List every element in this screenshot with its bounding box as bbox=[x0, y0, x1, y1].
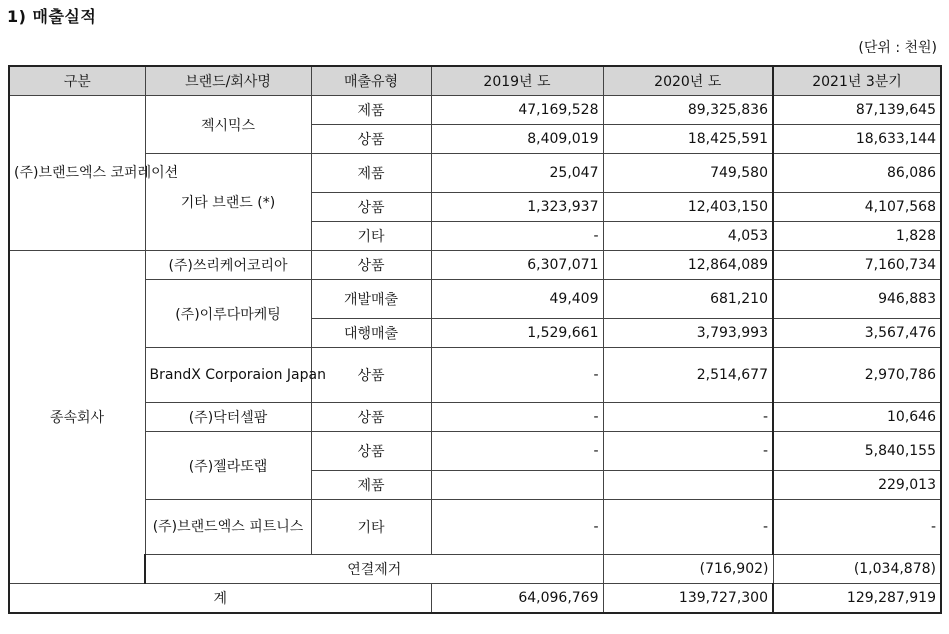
value-2020: 89,325,836 bbox=[603, 96, 773, 125]
table-row bbox=[9, 500, 941, 555]
value-2021: 4,107,568 bbox=[773, 193, 941, 222]
unit-label: (단위 : 천원) bbox=[858, 40, 937, 56]
total-2021: 129,287,919 bbox=[773, 584, 941, 614]
value-2020: - bbox=[603, 500, 773, 555]
elimination-row bbox=[9, 555, 941, 584]
value-2021: 5,840,155 bbox=[773, 432, 941, 471]
value-2021: 7,160,734 bbox=[773, 251, 941, 280]
table-row bbox=[9, 432, 941, 471]
header-2021-q3: 2021년 3분기 bbox=[773, 66, 941, 96]
sales-type: 상품 bbox=[311, 432, 431, 471]
header-sales-type: 매출유형 bbox=[311, 66, 431, 96]
sales-type: 기타 bbox=[311, 500, 431, 555]
total-label: 계 bbox=[9, 584, 431, 614]
value-2020: 749,580 bbox=[603, 154, 773, 193]
value-2021: 2,970,786 bbox=[773, 348, 941, 403]
value-2019: 8,409,019 bbox=[431, 125, 603, 154]
value-2019: 6,307,071 bbox=[431, 251, 603, 280]
value-2020: - bbox=[603, 432, 773, 471]
sales-type: 대행매출 bbox=[311, 319, 431, 348]
header-division: 구분 bbox=[9, 66, 145, 96]
value-2019: - bbox=[431, 500, 603, 555]
sales-type: 상품 bbox=[311, 348, 431, 403]
value-2019: - bbox=[431, 348, 603, 403]
total-row bbox=[9, 584, 941, 614]
elimination-label: 연결제거 bbox=[145, 555, 603, 584]
value-2021: 18,633,144 bbox=[773, 125, 941, 154]
brand-threecare: (주)쓰리케어코리아 bbox=[145, 251, 311, 280]
value-2019: 1,529,661 bbox=[431, 319, 603, 348]
value-2019: - bbox=[431, 403, 603, 432]
value-2020: - bbox=[603, 403, 773, 432]
sales-type: 제품 bbox=[311, 154, 431, 193]
sales-table bbox=[8, 65, 942, 614]
value-2021: 1,828 bbox=[773, 222, 941, 251]
value-2021: 86,086 bbox=[773, 154, 941, 193]
value-2020: 4,053 bbox=[603, 222, 773, 251]
value-2021: 946,883 bbox=[773, 280, 941, 319]
elimination-2020: (1,034,878) bbox=[773, 555, 941, 584]
sales-type: 상품 bbox=[311, 125, 431, 154]
header-2020: 2020년 도 bbox=[603, 66, 773, 96]
group-subsidiaries: 종속회사 bbox=[9, 251, 145, 584]
brand-doctor: (주)닥터셀팜 bbox=[145, 403, 311, 432]
brand-fitness: (주)브랜드엑스 피트니스 bbox=[145, 500, 311, 555]
table-row bbox=[9, 280, 941, 319]
table-row bbox=[9, 96, 941, 125]
header-row bbox=[9, 66, 941, 96]
value-2021: - bbox=[773, 500, 941, 555]
sales-type: 제품 bbox=[311, 96, 431, 125]
value-2021: 3,567,476 bbox=[773, 319, 941, 348]
value-2020: 2,514,677 bbox=[603, 348, 773, 403]
brand-other: 기타 브랜드 (*) bbox=[145, 154, 311, 251]
table-row bbox=[9, 403, 941, 432]
value-2021: 10,646 bbox=[773, 403, 941, 432]
value-2020: 12,864,089 bbox=[603, 251, 773, 280]
value-2019: 47,169,528 bbox=[431, 96, 603, 125]
total-2020: 139,727,300 bbox=[603, 584, 773, 614]
value-2019: - bbox=[431, 432, 603, 471]
brand-iru: (주)이루다마케팅 bbox=[145, 280, 311, 348]
value-2019 bbox=[431, 471, 603, 500]
value-2019: - bbox=[431, 222, 603, 251]
sales-type: 상품 bbox=[311, 403, 431, 432]
sales-type: 상품 bbox=[311, 251, 431, 280]
sales-type: 기타 bbox=[311, 222, 431, 251]
value-2020: 18,425,591 bbox=[603, 125, 773, 154]
header-brand: 브랜드/회사명 bbox=[145, 66, 311, 96]
value-2021: 229,013 bbox=[773, 471, 941, 500]
total-2019: 64,096,769 bbox=[431, 584, 603, 614]
brand-xexymix: 젝시믹스 bbox=[145, 96, 311, 154]
value-2020: 3,793,993 bbox=[603, 319, 773, 348]
elimination-2019: (716,902) bbox=[603, 555, 773, 584]
value-2020: 681,210 bbox=[603, 280, 773, 319]
brand-jella: (주)젤라또랩 bbox=[145, 432, 311, 500]
table-row bbox=[9, 251, 941, 280]
group-brandx: (주)브랜드엑스 코퍼레이션 bbox=[9, 96, 145, 251]
value-2021: 87,139,645 bbox=[773, 96, 941, 125]
value-2020 bbox=[603, 471, 773, 500]
value-2019: 25,047 bbox=[431, 154, 603, 193]
header-2019: 2019년 도 bbox=[431, 66, 603, 96]
value-2019: 49,409 bbox=[431, 280, 603, 319]
sales-type: 개발매출 bbox=[311, 280, 431, 319]
value-2019: 1,323,937 bbox=[431, 193, 603, 222]
value-2020: 12,403,150 bbox=[603, 193, 773, 222]
sales-type: 제품 bbox=[311, 471, 431, 500]
brand-japan: BrandX Corporaion Japan bbox=[145, 348, 311, 403]
sales-type: 상품 bbox=[311, 193, 431, 222]
table-row bbox=[9, 348, 941, 403]
section-title: 1) 매출실적 bbox=[7, 7, 97, 26]
